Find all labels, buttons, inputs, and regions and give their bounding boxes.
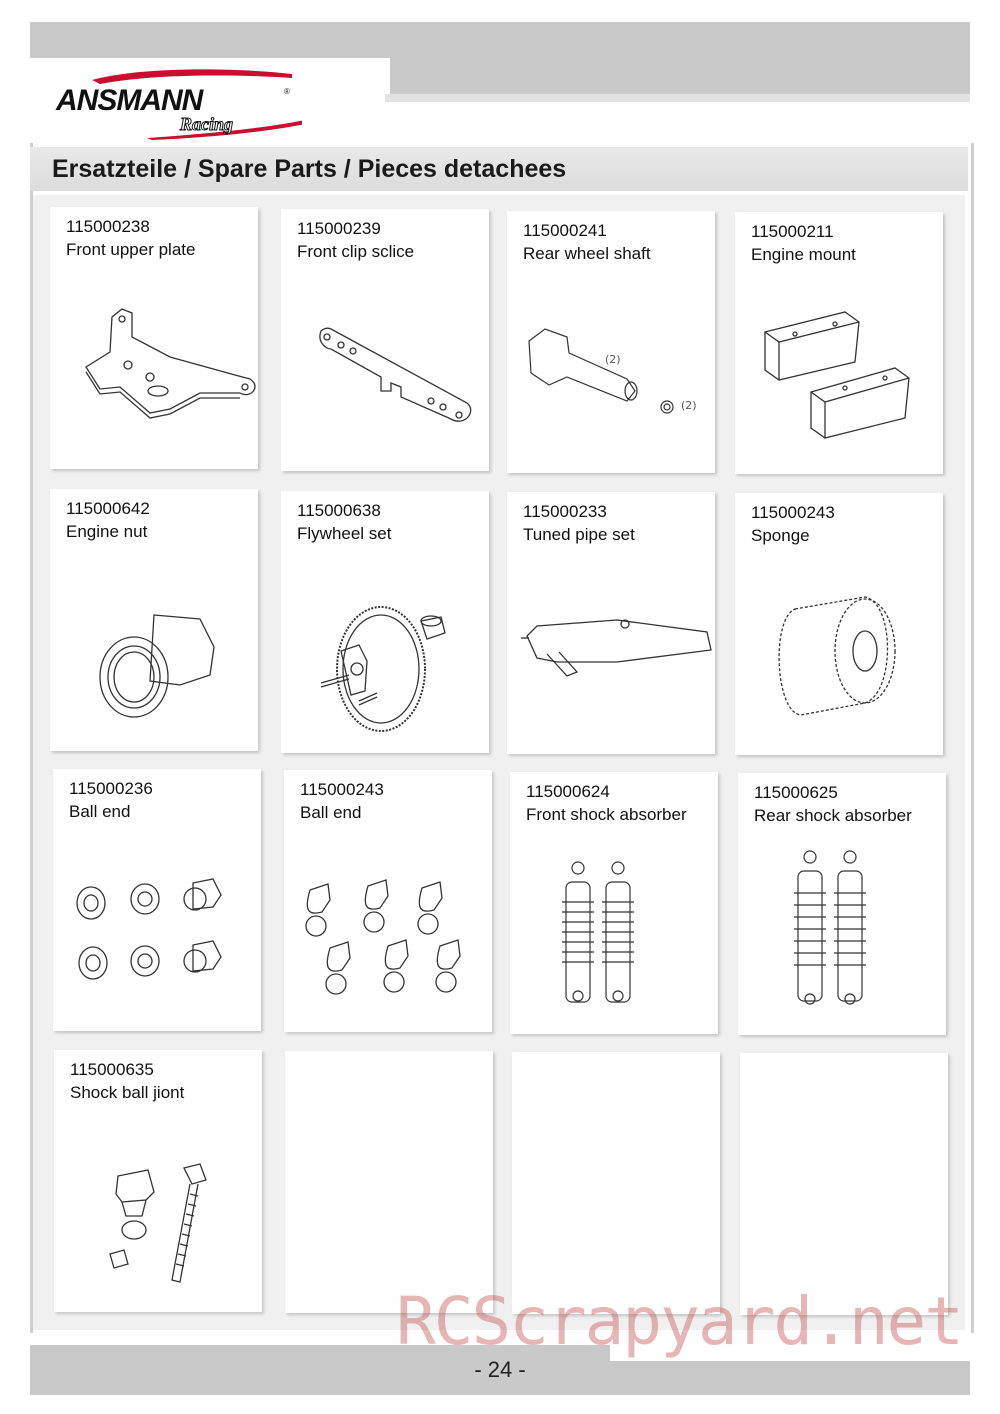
- watermark-text: RCScrapyard.net: [396, 1283, 963, 1360]
- part-name: Sponge: [751, 526, 810, 545]
- part-number: 115000211: [751, 222, 834, 241]
- part-card: [735, 212, 943, 474]
- front-upper-plate-icon: [50, 277, 258, 467]
- quantity-label: (2): [605, 353, 621, 366]
- quantity-label: (2): [681, 399, 697, 412]
- ball-end-icon: [53, 839, 261, 1029]
- part-card: [53, 769, 261, 1031]
- ansmann-racing-logo: [52, 68, 302, 140]
- engine-nut-icon: [50, 559, 258, 749]
- header-shadow: [385, 94, 970, 102]
- part-name: Ball end: [300, 803, 362, 822]
- part-name: Front clip sclice: [297, 242, 415, 261]
- part-number: 115000625: [754, 783, 838, 802]
- part-number: 115000635: [70, 1060, 154, 1079]
- part-number: 115000238: [66, 217, 150, 236]
- part-number: 115000236: [69, 779, 153, 798]
- page-title: Ersatzteile / Spare Parts / Pieces detachees: [52, 155, 567, 183]
- front-clip-icon: [281, 279, 489, 469]
- title-bar: [30, 147, 968, 191]
- svg-text:Racing: Racing: [180, 114, 234, 134]
- shock-ball-joint-icon: [54, 1120, 262, 1310]
- part-number: 115000624: [526, 782, 610, 801]
- part-name: Flywheel set: [297, 524, 392, 543]
- part-number: 115000233: [523, 502, 607, 521]
- part-name: Front upper plate: [66, 240, 196, 259]
- part-number: 115000239: [297, 219, 381, 238]
- engine-mount-icon: [735, 282, 943, 472]
- part-name: Engine mount: [751, 245, 856, 264]
- part-number: 115000241: [523, 221, 607, 240]
- part-card: [281, 491, 489, 753]
- empty-card: [740, 1053, 948, 1315]
- part-name: Rear shock absorber: [754, 806, 912, 825]
- part-name: Shock ball jiont: [70, 1083, 185, 1102]
- part-card: [735, 493, 943, 755]
- part-card: [738, 773, 946, 1035]
- svg-text:®: ®: [284, 87, 290, 96]
- front-shock-icon: [510, 842, 718, 1032]
- part-number: 115000243: [751, 503, 835, 522]
- rear-wheel-shaft-icon: [507, 281, 715, 471]
- empty-card: [285, 1051, 493, 1313]
- rear-shock-icon: [738, 843, 946, 1033]
- part-number: 115000243: [300, 780, 384, 799]
- part-name: Engine nut: [66, 522, 148, 541]
- part-name: Front shock absorber: [526, 805, 687, 824]
- part-number: 115000638: [297, 501, 381, 520]
- part-card: [507, 211, 715, 473]
- ball-cup-icon: [284, 840, 492, 1030]
- page-number: - 24 -: [474, 1357, 526, 1382]
- empty-card: [512, 1052, 720, 1314]
- part-card: [50, 489, 258, 751]
- part-name: Ball end: [69, 802, 131, 821]
- part-name: Tuned pipe set: [523, 525, 635, 544]
- part-card: [281, 209, 489, 471]
- part-card: [50, 207, 258, 469]
- part-card: [54, 1050, 262, 1312]
- part-card: [284, 770, 492, 1032]
- sponge-icon: [735, 563, 943, 753]
- svg-text:ANSMANN: ANSMANN: [56, 84, 203, 117]
- part-name: Rear wheel shaft: [523, 244, 651, 263]
- part-number: 115000642: [66, 499, 150, 518]
- part-card: [507, 492, 715, 754]
- part-card: [510, 772, 718, 1034]
- tuned-pipe-icon: [507, 562, 715, 752]
- flywheel-icon: [281, 561, 489, 751]
